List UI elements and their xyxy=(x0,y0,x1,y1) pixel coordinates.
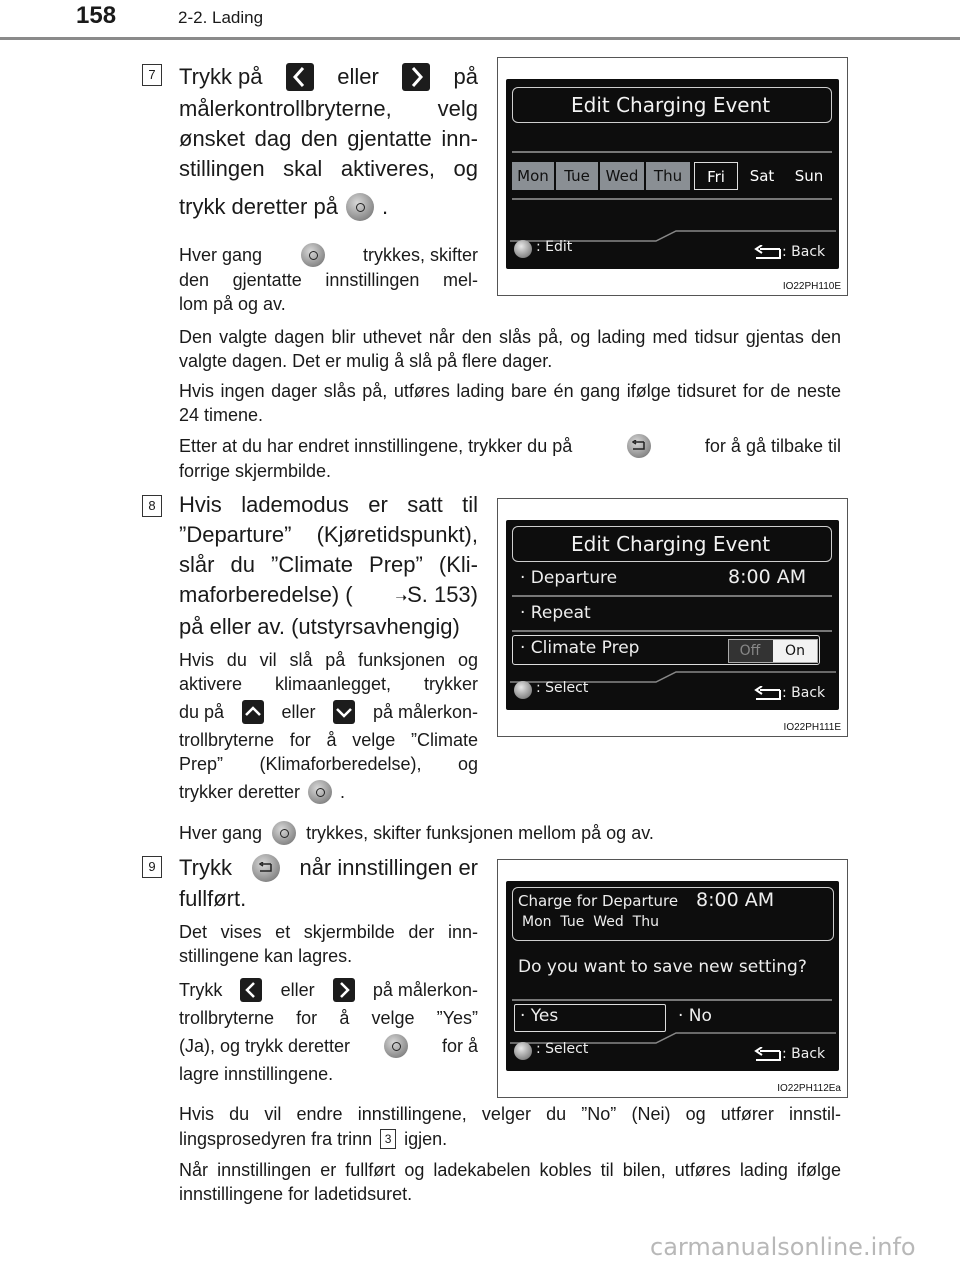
step9-sub-5b: for å xyxy=(441,1036,478,1056)
figure-code: IO22PH112Ea xyxy=(777,1083,841,1094)
ok-button-icon xyxy=(301,243,325,267)
step8-sub-2: aktivere klimaanlegget, trykker xyxy=(179,674,478,694)
step7-para-3a: Etter at du har endret innstillingene, trykker du på xyxy=(179,436,573,456)
repeat-item[interactable]: · Repeat xyxy=(520,603,591,623)
right-arrow-icon xyxy=(402,63,430,91)
step7-text-1b: eller xyxy=(337,64,379,89)
ok-button-icon xyxy=(272,821,296,845)
back-button-icon xyxy=(252,854,280,882)
figure-code: IO22PH111E xyxy=(783,722,841,733)
departure-item[interactable]: · Departure xyxy=(520,568,618,588)
step9-para-1d: igjen. xyxy=(404,1129,448,1149)
day-mon[interactable]: Mon xyxy=(512,162,554,190)
step-number-9: 9 xyxy=(142,856,162,878)
step9-sub-6: lagre innstillingene. xyxy=(179,1064,334,1084)
arrow-ref-icon: ➝ xyxy=(395,589,408,605)
screen-title: Edit Charging Event xyxy=(512,526,832,562)
step7-text-4: stillingen skal aktiveres, og xyxy=(179,156,478,181)
step8-para-1b: trykkes, skifter funksjonen mellom på og av. xyxy=(306,823,654,843)
step8-sub-3c: på målerkon- xyxy=(372,702,478,722)
step7-text-5a: trykk deretter på xyxy=(179,194,338,219)
step8-text-1: Hvis lademodus er satt til xyxy=(179,492,478,517)
climate-prep-item: · Climate Prep xyxy=(520,638,640,658)
ok-button-icon xyxy=(308,780,332,804)
header-divider xyxy=(0,37,960,40)
toggle-on: On xyxy=(773,640,817,662)
figure-code: IO22PH110E xyxy=(782,281,841,292)
step9-para-1a: Hvis du vil endre innstillingene, velger du ”No” (Nei) og utfører innstil- xyxy=(179,1104,841,1124)
step9-sub-5a: (Ja), og trykk deretter xyxy=(179,1036,351,1056)
step7-text-1c: på xyxy=(453,64,478,89)
charge-label: Charge for Departure xyxy=(518,892,679,910)
day-fri[interactable]: Fri xyxy=(694,162,738,190)
left-arrow-icon xyxy=(240,978,262,1002)
display-screen xyxy=(506,79,839,269)
no-option[interactable]: · No xyxy=(678,1006,712,1026)
step7-paragraphs xyxy=(179,325,841,483)
step7-text-1a: Trykk på xyxy=(179,64,263,89)
step9-text-1a: Trykk xyxy=(179,855,232,880)
select-label: : Select xyxy=(536,680,589,696)
page-number: 158 xyxy=(76,2,117,29)
day-sun[interactable]: Sun xyxy=(794,167,824,185)
step7-sub-1a: Hver gang xyxy=(179,245,263,265)
step8-sub-6a: trykker deretter xyxy=(179,782,301,802)
step7-para-2: Hvis ingen dager slås på, utføres lading bare én gang ifølge tidsuret for de neste 24 timene. xyxy=(179,381,841,425)
back-label: : Back xyxy=(782,244,826,260)
divider xyxy=(512,198,832,200)
charge-time: 8:00 AM xyxy=(696,889,775,911)
departure-time: 8:00 AM xyxy=(728,566,807,588)
step7-text-2: målerkontrollbryterne, velg xyxy=(179,96,478,121)
step8-sub-4: trollbryterne for å velge ”Climate xyxy=(179,730,478,750)
step7-instruction xyxy=(179,60,478,224)
climate-toggle[interactable] xyxy=(728,639,818,663)
screenshot-save-setting xyxy=(497,859,848,1098)
charge-days: Mon Tue Wed Thu xyxy=(522,914,659,930)
step8-para xyxy=(179,819,841,847)
knob-icon xyxy=(514,240,532,258)
left-arrow-icon xyxy=(286,63,314,91)
ok-button-icon xyxy=(384,1034,408,1058)
step7-para-3b: for å gå tilbake til xyxy=(704,436,841,456)
day-row xyxy=(512,162,832,190)
step9-para-1b: lingsprosedyren fra trinn xyxy=(179,1129,373,1149)
display-screen xyxy=(506,881,839,1071)
step7-sub-2: den gjentatte innstillingen mel- xyxy=(179,270,478,290)
down-arrow-icon xyxy=(333,700,355,724)
back-icon xyxy=(754,1047,782,1063)
step7-sub xyxy=(179,242,478,316)
right-arrow-icon xyxy=(333,978,355,1002)
step9-para-2: Når innstillingen er fullført og ladekabelen kobles til bilen, utføres lading ifølge innstillingene for ladetidsuret. xyxy=(179,1160,841,1204)
step7-para-3c: forrige skjermbilde. xyxy=(179,461,332,481)
step8-text-3: slår du ”Climate Prep” (Kli- xyxy=(179,552,478,577)
step9-paragraphs xyxy=(179,1102,841,1206)
step-number-7: 7 xyxy=(142,64,162,86)
toggle-off: Off xyxy=(739,643,761,659)
day-thu[interactable]: Thu xyxy=(646,162,690,190)
step9-instruction xyxy=(179,852,478,914)
step8-sub-6b: . xyxy=(340,782,346,802)
step8-instruction xyxy=(179,490,478,642)
back-icon xyxy=(754,245,782,261)
step9-text-1b: når innstillingen er xyxy=(299,855,478,880)
section-title: 2-2. Lading xyxy=(178,8,264,27)
watermark: carmanualsonline.info xyxy=(650,1233,916,1261)
step9-sub-3b: eller xyxy=(280,980,315,1000)
step7-text-3: ønsket dag den gjentatte inn- xyxy=(179,126,478,151)
step-reference: 3 xyxy=(380,1129,396,1149)
divider xyxy=(512,999,832,1001)
step7-sub-3: lom på og av. xyxy=(179,294,286,314)
step9-sub xyxy=(179,920,478,1086)
step7-text-5b: . xyxy=(381,194,389,219)
divider xyxy=(512,595,832,597)
select-label: : Select xyxy=(536,1041,589,1057)
day-sat[interactable]: Sat xyxy=(749,167,775,185)
knob-icon xyxy=(514,1042,532,1060)
step9-sub-2: stillingene kan lagres. xyxy=(179,946,353,966)
step8-sub xyxy=(179,648,478,808)
step9-sub-1: Det vises et skjermbilde der inn- xyxy=(179,922,478,942)
back-label: : Back xyxy=(782,1046,826,1062)
back-icon xyxy=(754,686,782,702)
step8-text-4a: maforberedelse) ( xyxy=(179,582,353,607)
day-wed[interactable]: Wed xyxy=(600,162,644,190)
divider xyxy=(512,151,832,153)
edit-label: : Edit xyxy=(536,239,573,255)
screenshot-edit-days xyxy=(497,57,848,296)
yes-label: · Yes xyxy=(520,1006,559,1026)
up-arrow-icon xyxy=(242,700,264,724)
step7-para-1: Den valgte dagen blir uthevet når den slås på, og lading med tidsur gjentas den valgte dagen. Det er mulig å slå på flere dager. xyxy=(179,327,841,371)
step8-para-1a: Hver gang xyxy=(179,823,263,843)
step8-sub-1: Hvis du vil slå på funksjonen og xyxy=(179,650,478,670)
step9-sub-3c: på målerkon- xyxy=(372,980,478,1000)
divider xyxy=(512,630,832,632)
step9-sub-4: trollbryterne for å velge ”Yes” xyxy=(179,1008,478,1028)
step8-sub-5: Prep” (Klimaforberedelse), og xyxy=(179,754,478,774)
step8-sub-3b: eller xyxy=(281,702,316,722)
step9-text-2: fullført. xyxy=(179,886,247,911)
step9-sub-3a: Trykk xyxy=(179,980,223,1000)
knob-icon xyxy=(514,681,532,699)
ok-button-icon xyxy=(346,193,374,221)
screenshot-climate-prep xyxy=(497,498,848,737)
save-question: Do you want to save new setting? xyxy=(518,957,807,977)
back-button-icon xyxy=(627,434,651,458)
back-label: : Back xyxy=(782,685,826,701)
step8-text-5: på eller av. (utstyrsavhengig) xyxy=(179,614,460,639)
step8-text-2: ”Departure” (Kjøretidspunkt), xyxy=(179,522,478,547)
screen-title: Edit Charging Event xyxy=(512,87,832,123)
display-screen xyxy=(506,520,839,710)
step7-sub-1b: trykkes, skifter xyxy=(362,245,478,265)
day-tue[interactable]: Tue xyxy=(556,162,598,190)
step-number-8: 8 xyxy=(142,495,162,517)
step8-text-4b: S. 153) xyxy=(407,582,478,607)
step8-sub-3a: du på xyxy=(179,702,225,722)
